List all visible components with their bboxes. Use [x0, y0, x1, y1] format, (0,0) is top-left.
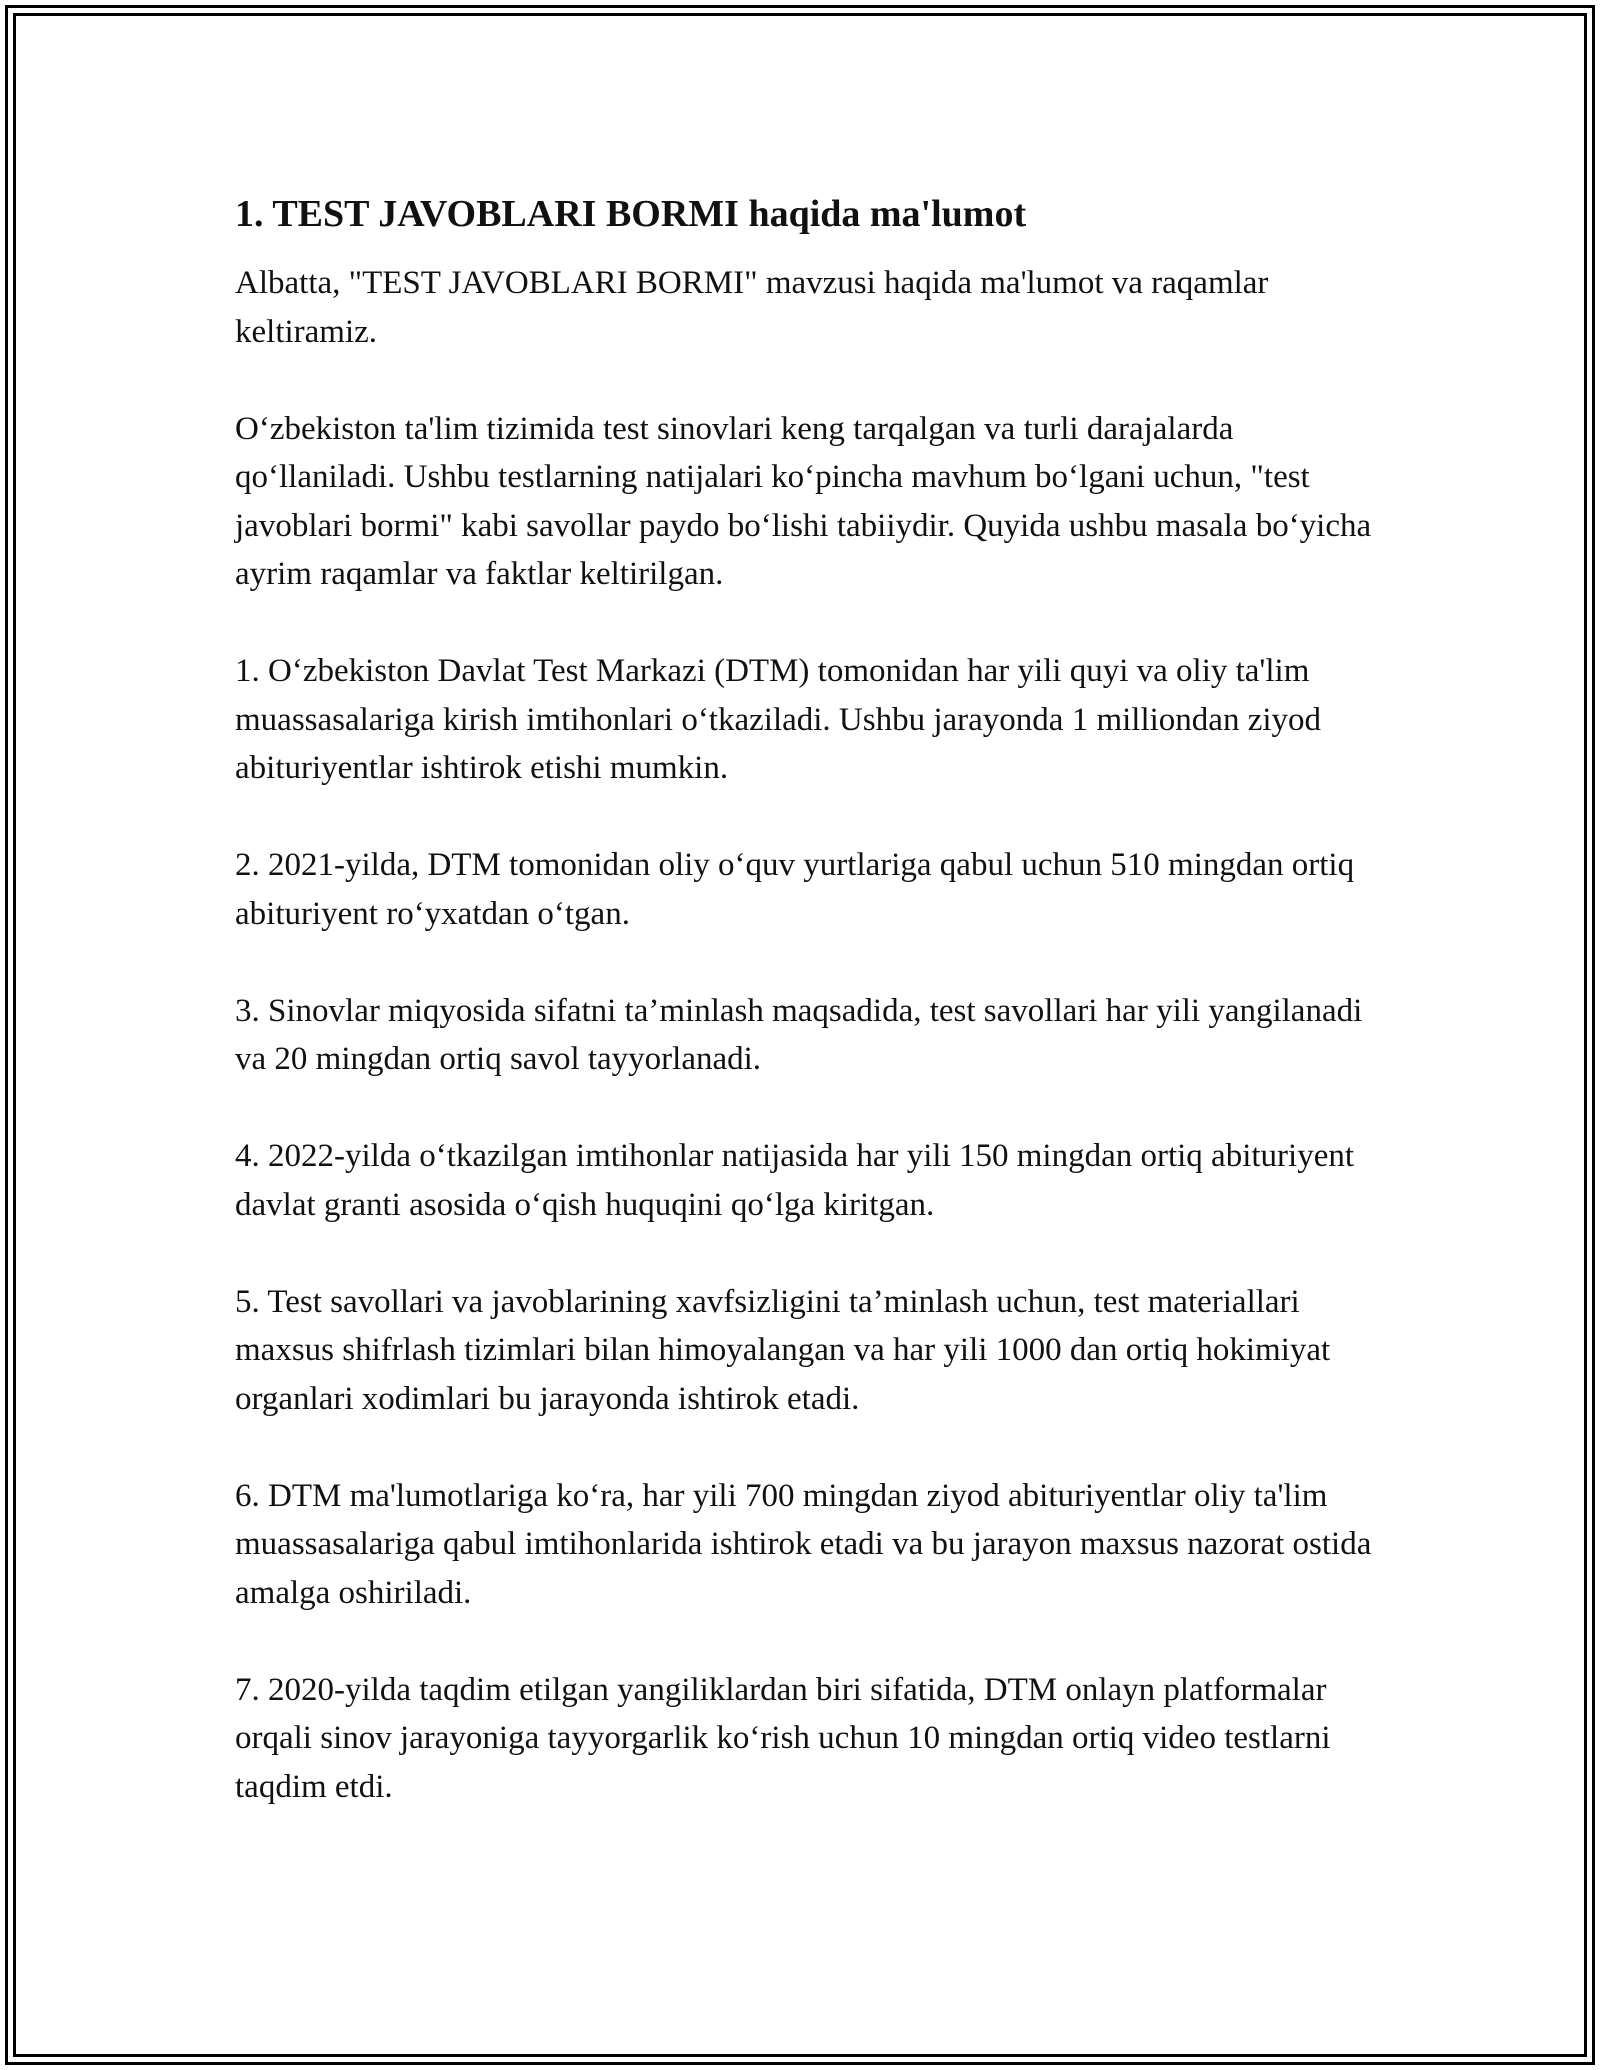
fact-item-3: 3. Sinovlar miqyosida sifatni ta’minlash maqsadida, test savollari har yili yangilanadi va 20 mingdan ortiq savol tayyorlanadi.	[235, 992, 1363, 1077]
fact-item-5: 5. Test savollari va javoblarining xavfsizligini ta’minlash uchun, test materiallari maxsus shifrlash tizimlari bilan himoyalangan va har yili 1000 dan ortiq hokimiyat organlari xodimlari bu jarayonda ishtirok etadi.	[235, 1283, 1331, 1417]
intro-paragraph: Albatta, "TEST JAVOBLARI BORMI" mavzusi haqida ma'lumot va raqamlar keltiramiz.	[235, 265, 1269, 350]
document-heading: 1. TEST JAVOBLARI BORMI haqida ma'lumot	[235, 193, 1027, 235]
fact-item-6: 6. DTM ma'lumotlariga ko‘ra, har yili 700 mingdan ziyod abituriyentlar oliy ta'lim muassasalariga qabul imtihonlarida ishtirok etadi va bu jarayon maxsus nazorat ostida amalga oshiriladi.	[235, 1477, 1372, 1611]
fact-item-7: 7. 2020-yilda taqdim etilgan yangiliklardan biri sifatida, DTM onlayn platformalar orqali sinov jarayoniga tayyorgarlik ko‘rish uchun 10 mingdan ortiq video testlarni taqdim etdi.	[235, 1671, 1331, 1805]
fact-item-1: 1. O‘zbekiston Davlat Test Markazi (DTM) tomonidan har yili quyi va oliy ta'lim muassasalariga kirish imtihonlari o‘tkaziladi. Ushbu jarayonda 1 milliondan ziyod abituriyentlar ishtirok etishi mumkin.	[235, 653, 1322, 786]
fact-item-4: 4. 2022-yilda o‘tkazilgan imtihonlar natijasida har yili 150 mingdan ortiq abituriyent davlat granti asosida o‘qish huquqini qo‘lga kiritgan.	[235, 1138, 1355, 1223]
fact-item-2: 2. 2021-yilda, DTM tomonidan oliy o‘quv yurtlariga qabul uchun 510 mingdan ortiq abituriyent ro‘yxatdan o‘tgan.	[235, 847, 1355, 932]
document-body	[235, 187, 1375, 1860]
context-paragraph: O‘zbekiston ta'lim tizimida test sinovlari keng tarqalgan va turli darajalarda qo‘llaniladi. Ushbu testlarning natijalari ko‘pincha mavhum bo‘lgani uchun, "test javoblari bormi" kabi savollar paydo bo‘lishi tabiiydir. Quyida ushbu masala bo‘yicha ayrim raqamlar va faktlar keltirilgan.	[235, 410, 1372, 592]
